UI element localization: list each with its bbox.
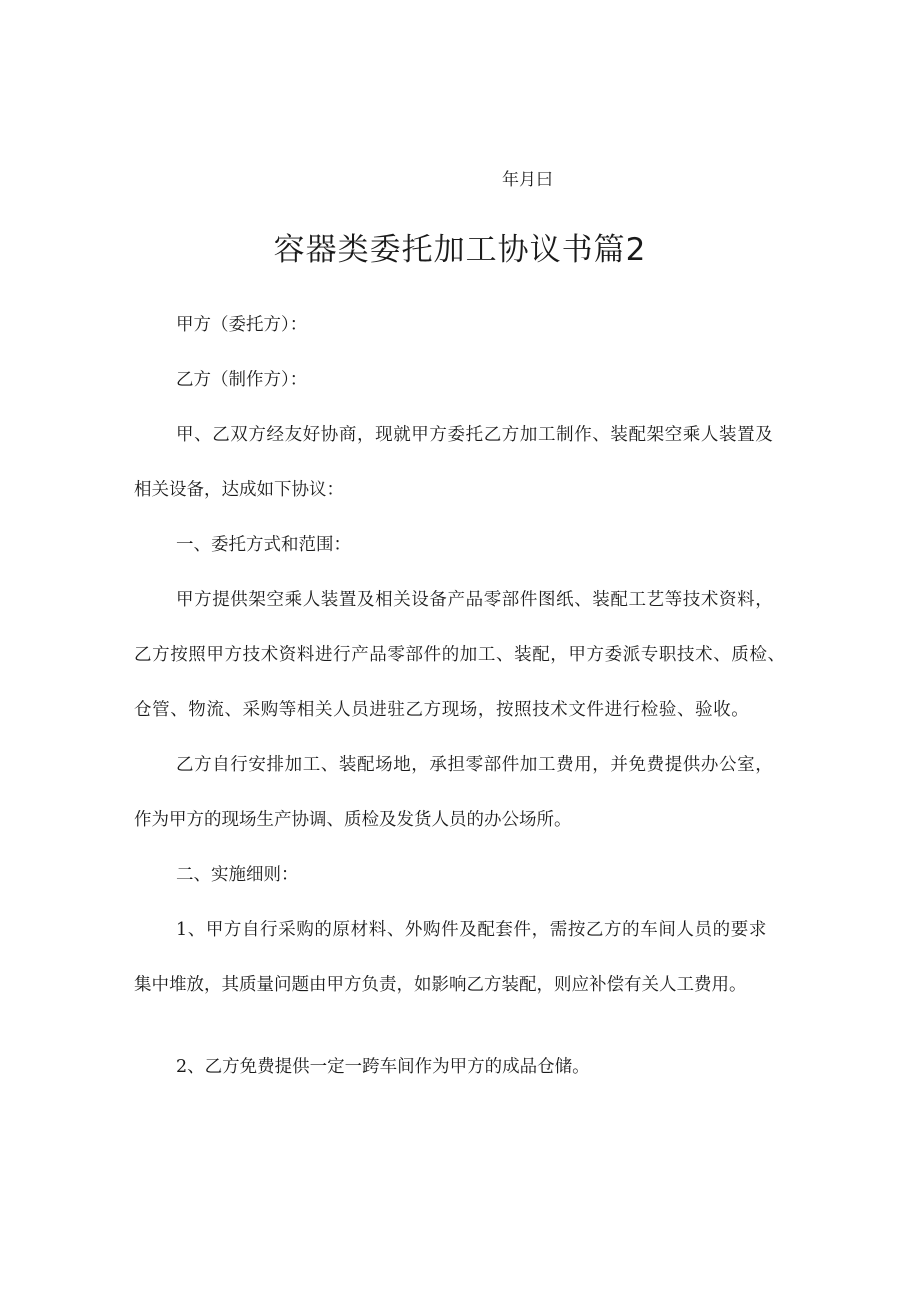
section2-item1-line-1: 1、甲方自行采购的原材料、外购件及配套件，需按乙方的车间人员的要求 — [176, 920, 767, 940]
intro-line-2: 相关设备，达成如下协议： — [134, 480, 344, 500]
document-title: 容器类委托加工协议书篇2 — [273, 232, 647, 268]
section1-heading: 一、委托方式和范围： — [176, 535, 351, 555]
section1-para2-line-2: 作为甲方的现场生产协调、质检及发货人员的办公场所。 — [134, 810, 572, 830]
date-line: 年月曰 — [502, 170, 553, 190]
section1-para1-line-1: 甲方提供架空乘人装置及相关设备产品零部件图纸、装配工艺等技术资料， — [176, 590, 774, 610]
section2-item1-line-2: 集中堆放，其质量问题由甲方负责，如影响乙方装配，则应补偿有关人工费用。 — [134, 975, 747, 995]
section2-item2-line: 2、乙方免费提供一定一跨车间作为甲方的成品仓储。 — [176, 1057, 590, 1077]
party-a-line: 甲方（委托方）： — [176, 315, 308, 335]
section1-para1-line-3: 仓管、物流、采购等相关人员进驻乙方现场，按照技术文件进行检验、验收。 — [134, 700, 750, 720]
section1-para2-line-1: 乙方自行安排加工、装配场地，承担零部件加工费用，并免费提供办公室， — [176, 755, 774, 775]
section2-heading: 二、实施细则： — [176, 865, 299, 885]
section1-para1-line-2: 乙方按照甲方技术资料进行产品零部件的加工、装配，甲方委派专职技术、质检、 — [134, 645, 786, 665]
party-b-line: 乙方（制作方）： — [176, 370, 308, 390]
intro-line-1: 甲、乙双方经友好协商，现就甲方委托乙方加工制作、装配架空乘人装置及 — [176, 425, 774, 445]
